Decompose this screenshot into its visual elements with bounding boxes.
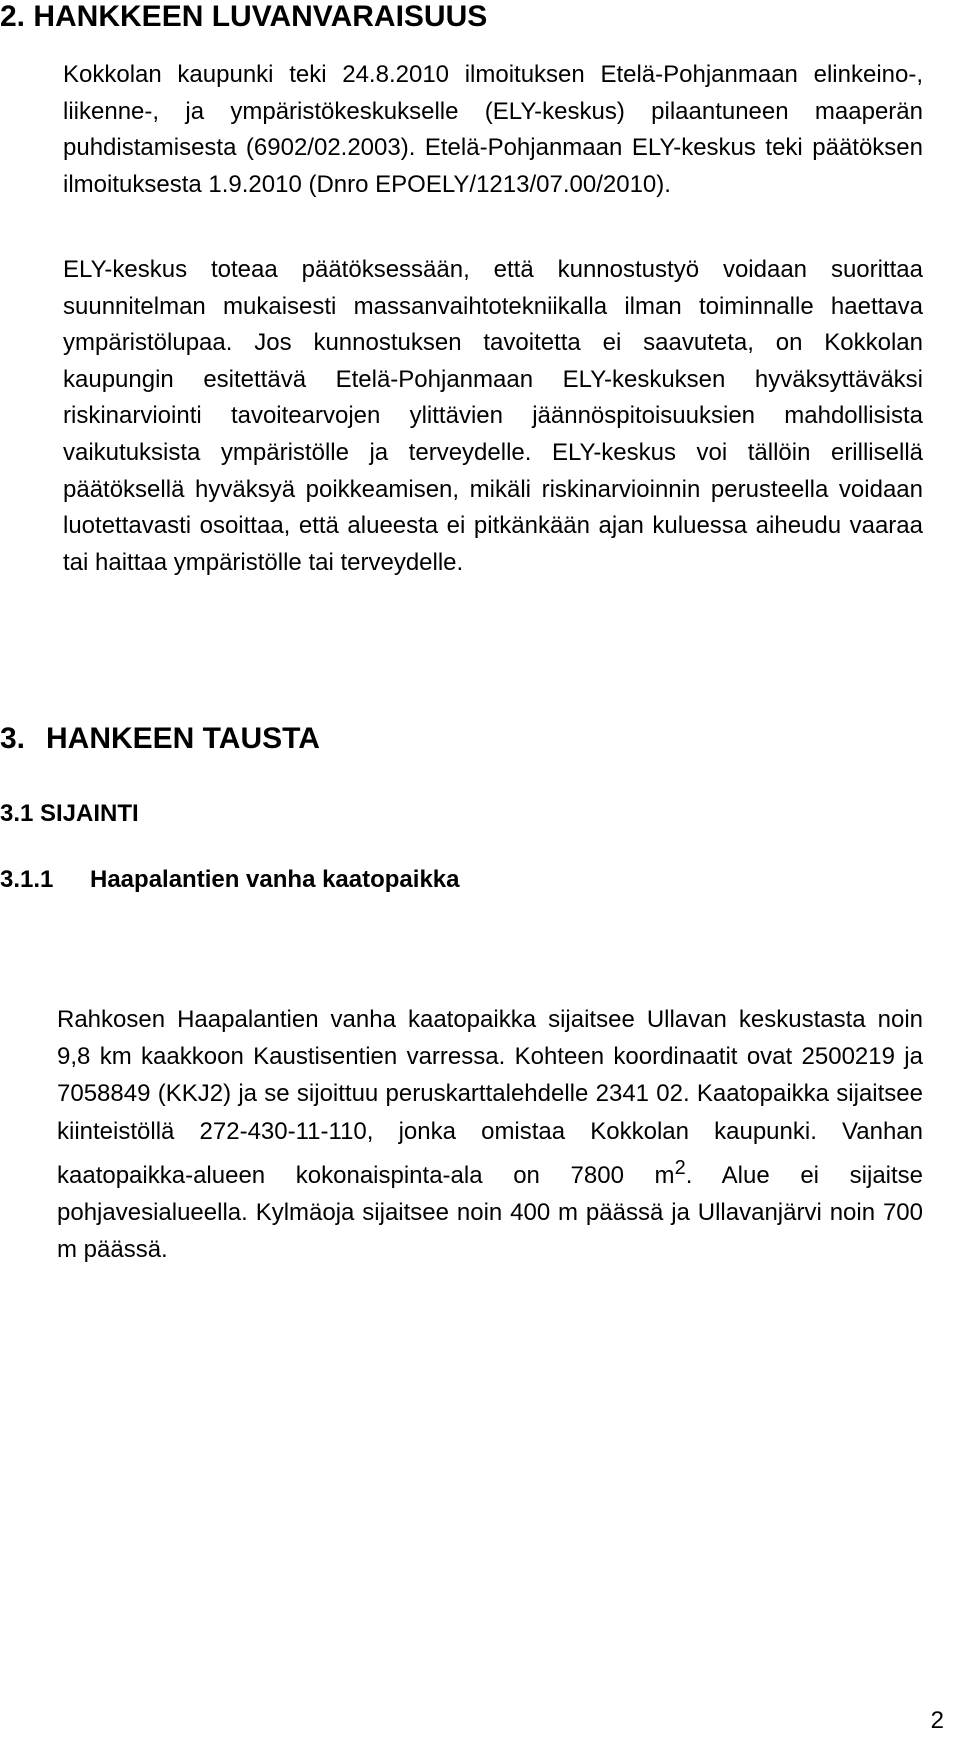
subsubsection-title: Haapalantien vanha kaatopaikka [90, 866, 460, 893]
section-title: HANKEEN TAUSTA [46, 722, 320, 755]
paragraph-text-end: . Alue ei sijaitse pohjavesialueella. Kylmäoja sijaitsee noin 400 m päässä ja Ullavanjärvi noin 700 m päässä. [57, 1161, 924, 1264]
page-number: 2 [930, 1707, 944, 1734]
paragraph-sijainti [57, 1001, 923, 1268]
subsubsection-heading-kaatopaikka [0, 866, 460, 894]
subsection-number: 3.1 [0, 800, 34, 827]
subsection-heading-sijainti [0, 800, 139, 828]
subsection-title: SIJAINTI [40, 800, 139, 827]
superscript-two: 2 [674, 1156, 686, 1179]
paragraph-text-start: Rahkosen Haapalantien vanha kaatopaikka sijaitsee Ullavan keskustasta noin 9,8 km kaakkoon Kaustisentien varressa. Kohteen koordinaatit ovat 2500219 ja 7058849 (KKJ2) ja se sijoittuu peruskarttalehdelle 2341 02. Kaatopaikka sijaitsee kiinteistöllä 272-430-11-110, jonka omistaa Kokkolan kaupunki. Vanhan kaatopaikka-alueen kokonaispinta-ala on 7800 m [57, 1006, 923, 1189]
section-heading-tausta [0, 722, 320, 756]
subsubsection-number: 3.1.1 [0, 866, 54, 893]
section-heading-luvanvaraisuus: 2. HANKKEEN LUVANVARAISUUS [0, 0, 488, 33]
paragraph-ilmoitus: Kokkolan kaupunki teki 24.8.2010 ilmoituksen Etelä-Pohjanmaan elinkeino-, liikenne-, ja ympäristökeskukselle (ELY-keskus) pilaantuneen maaperän puhdistamisesta (6902/02.2003). Etelä-Pohjanmaan ELY-keskus teki päätöksen ilmoituksesta 1.9.2010 (Dnro EPOELY/1213/07.00/2010). [63, 61, 923, 198]
section-number: 3. [0, 722, 26, 755]
paragraph-ely-paatos: ELY-keskus toteaa päätöksessään, että kunnostustyö voidaan suorittaa suunnitelman mukaisesti massanvaihtotekniikalla ilman toiminnalle haettava ympäristölupaa. Jos kunnostuksen tavoitetta ei saavuteta, on Kokkolan kaupungin esitettävä Etelä-Pohjanmaan ELY-keskuksen hyväksyttäväksi riskinarviointi tavoitearvojen ylittävien jäännöspitoisuuksien mahdollisista vaikutuksista ympäristölle ja terveydelle. ELY-keskus voi tällöin erillisellä päätöksellä hyväksyä poikkeamisen, mikäli riskinarvioinnin perusteella voidaan luotettavasti osoittaa, että alueesta ei pitkänkään ajan kuluessa aiheudu vaaraa tai haittaa ympäristölle tai terveydelle. [63, 256, 923, 576]
